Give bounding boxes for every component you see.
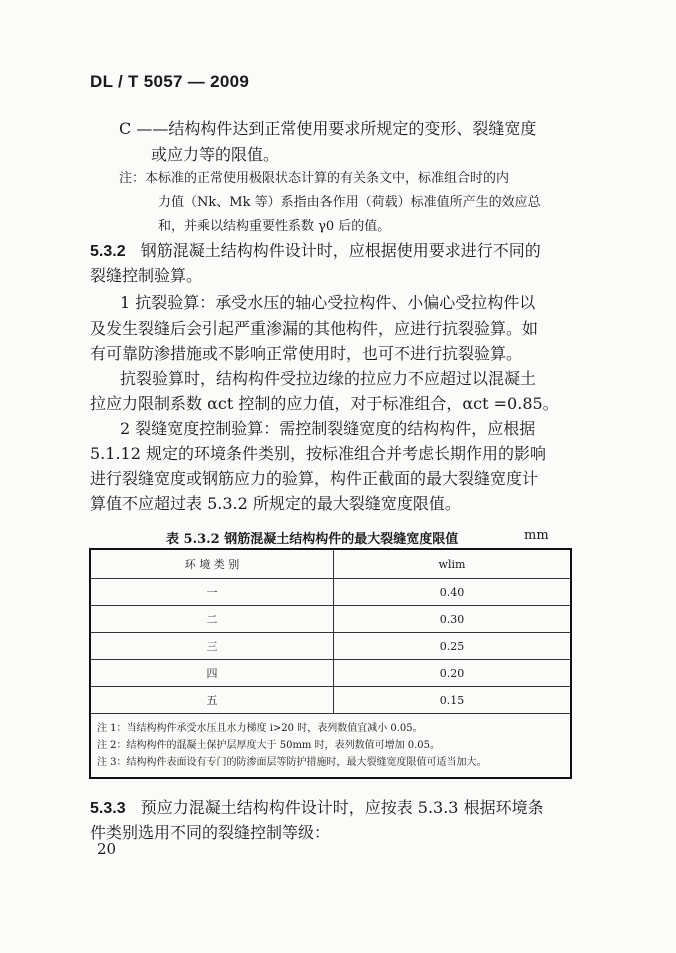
environment-class-cell: 一 [90, 579, 334, 606]
paragraph-1-line-2: 及发生裂缝后会引起严重渗漏的其他构件，应进行抗裂验算。如 [90, 319, 539, 338]
paragraph-2-line-2: 拉应力限制系数 αct 控制的应力值，对于标准组合，αct =0.85。 [90, 394, 559, 413]
paragraph-1-line-1: 1 抗裂验算：承受水压的轴心受拉构件、小偏心受拉构件以 [120, 293, 536, 312]
paragraph-3-line-3: 进行裂缝宽度或钢筋应力的验算，构件正截面的最大裂缝宽度计 [90, 469, 539, 488]
crack-width-limit-table [89, 548, 572, 779]
paragraph-1-line-3: 有可靠防渗措施或不影响正常使用时，也可不进行抗裂验算。 [90, 344, 523, 363]
table-note-2: 注 2：结构构件的混凝土保护层厚度大于 50mm 时，表列数值可增加 0.05。 [97, 740, 441, 751]
header-environment-class: 环 境 类 别 [90, 549, 334, 579]
table-title: 表 5.3.2 钢筋混凝土结构构件的最大裂缝宽度限值 [166, 532, 459, 547]
section-5-3-2-line-2: 裂缝控制验算。 [90, 266, 203, 285]
table-notes-row [90, 714, 571, 779]
table-header-row [90, 549, 571, 579]
section-number: 5.3.2 [90, 243, 126, 260]
paragraph-3-line-2: 5.1.12 规定的环境条件类别，按标准组合并考虑长期作用的影响 [90, 444, 546, 463]
wlim-value-cell: 0.20 [334, 660, 572, 687]
wlim-value-cell: 0.40 [334, 579, 572, 606]
note-line-3: 和，并乘以结构重要性系数 γ0 后的值。 [158, 219, 391, 234]
section-text: 预应力混凝土结构构件设计时，应按表 5.3.3 根据环境条 [140, 798, 544, 817]
note-line-2: 力值（Nk、Mk 等）系指由各作用（荷载）标准值所产生的效应总 [158, 195, 541, 210]
table-row [90, 579, 571, 606]
section-5-3-3-heading [90, 795, 544, 818]
note-line-1: 注：本标准的正常使用极限状态计算的有关条文中，标准组合时的内 [119, 171, 510, 186]
paragraph-3-line-4: 算值不应超过表 5.3.2 所规定的最大裂缝宽度限值。 [90, 494, 461, 513]
page-number: 20 [97, 840, 117, 858]
section-5-3-3-line-2: 件类别选用不同的裂缝控制等级： [90, 823, 331, 842]
wlim-value-cell: 0.15 [334, 687, 572, 714]
c-definition-line-1: C ——结构构件达到正常使用要求所规定的变形、裂缝宽度 [119, 119, 537, 138]
table-caption [166, 528, 549, 547]
table-row [90, 633, 571, 660]
section-number: 5.3.3 [90, 800, 126, 817]
document-code-header: DL / T 5057 — 2009 [90, 72, 250, 91]
c-definition-line-2: 或应力等的限值。 [151, 145, 280, 164]
table-unit: mm [524, 528, 549, 543]
table-row [90, 660, 571, 687]
wlim-value-cell: 0.25 [334, 633, 572, 660]
environment-class-cell: 三 [90, 633, 334, 660]
wlim-value-cell: 0.30 [334, 606, 572, 633]
paragraph-3-line-1: 2 裂缝宽度控制验算：需控制裂缝宽度的结构构件，应根据 [120, 419, 536, 438]
section-text: 钢筋混凝土结构构件设计时，应根据使用要求进行不同的 [140, 241, 541, 260]
paragraph-2-line-1: 抗裂验算时，结构构件受拉边缘的拉应力不应超过以混凝土 [120, 369, 537, 388]
section-5-3-2-heading [90, 238, 541, 261]
table-row [90, 606, 571, 633]
table-note-1: 注 1：当结构构件承受水压且水力梯度 i>20 时，表列数值宜减小 0.05。 [97, 723, 423, 734]
environment-class-cell: 五 [90, 687, 334, 714]
table-row [90, 687, 571, 714]
table-note-3: 注 3：结构构件表面设有专门的防渗面层等防护措施时，最大裂缝宽度限值可适当加大。 [97, 757, 487, 768]
environment-class-cell: 四 [90, 660, 334, 687]
environment-class-cell: 二 [90, 606, 334, 633]
table-notes [90, 714, 571, 779]
header-wlim: wlim [334, 549, 572, 579]
